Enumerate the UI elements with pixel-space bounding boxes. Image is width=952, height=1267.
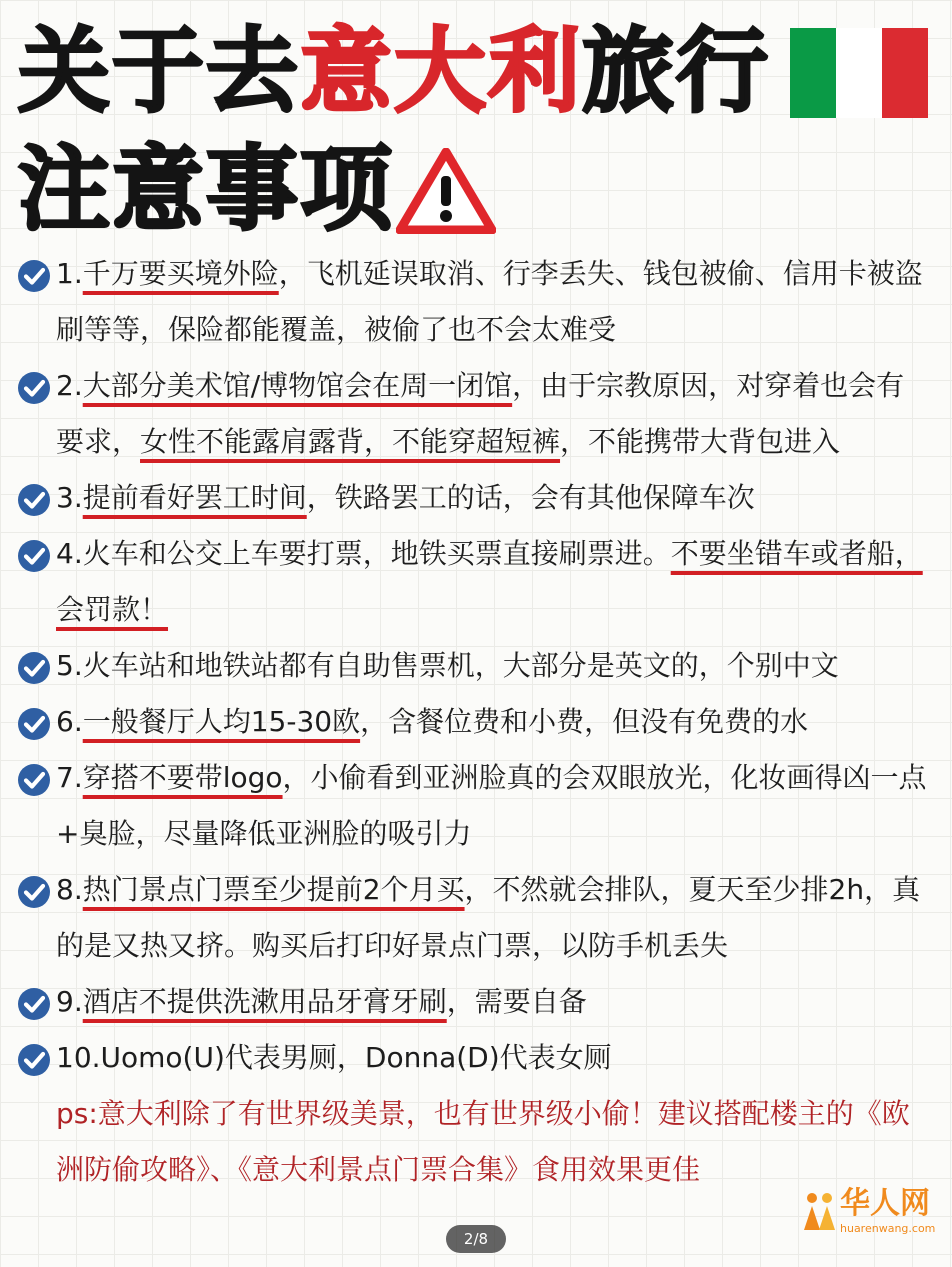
- check-circle-icon: [16, 1042, 52, 1078]
- highlighted-text: 提前看好罢工时间: [82, 481, 307, 514]
- watermark-url: huarenwang.com: [840, 1222, 936, 1235]
- list-item: [0, 694, 952, 750]
- check-circle-icon: [16, 762, 52, 798]
- page-title-line-1: [18, 18, 771, 125]
- watermark-name: 华人网: [840, 1186, 930, 1221]
- item-text: 10.Uomo(U)代表男厕，Donna(D)代表女厕: [56, 1041, 612, 1074]
- title-part-1: 关于去: [18, 18, 301, 125]
- item-text: ，小偷看到亚洲脸真的会双眼放光，化妆画得凶一点+臭脸，尽量降低亚洲脸的吸引力: [56, 761, 927, 850]
- check-circle-icon: [16, 706, 52, 742]
- highlighted-text: 热门景点门票至少提前2个月买: [82, 873, 465, 906]
- list-item: [0, 470, 952, 526]
- page-title-line-2: 注意事项: [18, 136, 395, 243]
- ps-note: ps:意大利除了有世界级美景，也有世界级小偷！建议搭配楼主的《欧洲防偷攻略》、《意大利景点门票合集》食用效果更佳: [56, 1097, 910, 1186]
- page-indicator: 2/8: [446, 1225, 506, 1253]
- item-text: ，铁路罢工的话，会有其他保障车次: [306, 481, 755, 514]
- check-circle-icon: [16, 538, 52, 574]
- highlighted-text: 穿搭不要带logo: [82, 761, 283, 794]
- item-text: 2.: [56, 369, 83, 402]
- item-text: 7.: [56, 761, 83, 794]
- list-item: [0, 358, 952, 470]
- item-text: ，需要自备: [446, 985, 587, 1018]
- item-text: 9.: [56, 985, 83, 1018]
- warning-triangle-icon: [396, 148, 496, 234]
- check-circle-icon: [16, 370, 52, 406]
- tips-list: [0, 246, 952, 1198]
- item-text: ，由于宗教原因，对穿着也会有要求，: [56, 369, 905, 458]
- check-circle-icon: [16, 874, 52, 910]
- list-item: [0, 1030, 952, 1086]
- check-circle-icon: [16, 258, 52, 294]
- watermark-logo-icon: [800, 1190, 840, 1232]
- item-text: ，不然就会排队，夏天至少排2h，真的是又热又挤。购买后打印好景点门票，以防手机丢失: [56, 873, 921, 962]
- italy-flag-icon: [790, 28, 928, 118]
- item-text: ，飞机延误取消、行李丢失、钱包被偷、信用卡被盗刷等等，保险都能覆盖，被偷了也不会太难受: [56, 257, 923, 346]
- check-circle-icon: [16, 986, 52, 1022]
- item-text: 3.: [56, 481, 83, 514]
- title-highlight-italy: 意大利: [300, 18, 583, 125]
- list-item: [0, 526, 952, 638]
- list-item: [0, 750, 952, 862]
- item-text: 5.火车站和地铁站都有自助售票机，大部分是英文的，个别中文: [56, 649, 839, 682]
- item-text: 1.: [56, 257, 83, 290]
- list-item: [0, 862, 952, 974]
- list-item: [0, 246, 952, 358]
- highlighted-text: 不要坐错车或者船，会罚款！: [56, 537, 923, 626]
- highlighted-text: 千万要买境外险: [82, 257, 279, 290]
- check-circle-icon: [16, 482, 52, 518]
- highlighted-text: 女性不能露肩露背，不能穿超短裤: [140, 425, 561, 458]
- item-text: ，不能携带大背包进入: [560, 425, 841, 458]
- check-circle-icon: [16, 650, 52, 686]
- item-text: 6.: [56, 705, 83, 738]
- list-item: [0, 638, 952, 694]
- highlighted-text: 一般餐厅人均15-30欧: [82, 705, 361, 738]
- list-item: [0, 974, 952, 1030]
- item-text: 4.火车和公交上车要打票，地铁买票直接刷票进。: [56, 537, 671, 570]
- item-text: 8.: [56, 873, 83, 906]
- highlighted-text: 大部分美术馆/博物馆会在周一闭馆: [82, 369, 513, 402]
- highlighted-text: 酒店不提供洗漱用品牙膏牙刷: [82, 985, 447, 1018]
- title-part-2: 旅行: [582, 18, 771, 125]
- watermark: [800, 1186, 936, 1242]
- item-text: ，含餐位费和小费，但没有免费的水: [360, 705, 809, 738]
